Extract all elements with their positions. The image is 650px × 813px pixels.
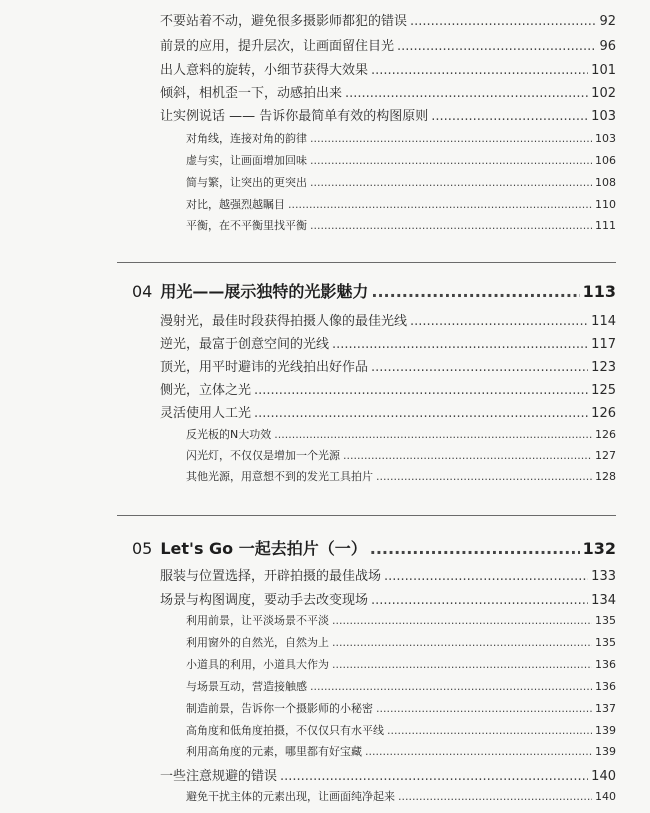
chapter-divider bbox=[117, 262, 616, 263]
toc-entry-page: 103 bbox=[595, 132, 616, 145]
toc-entry-title: 对角线，连接对角的韵律 bbox=[186, 132, 307, 145]
toc-subentry[interactable] bbox=[186, 612, 616, 628]
toc-entry-page: 139 bbox=[595, 745, 616, 758]
toc-entry-title: 虚与实，让画面增加回味 bbox=[186, 154, 307, 167]
toc-entry-page: 103 bbox=[591, 109, 616, 124]
toc-entry[interactable] bbox=[160, 765, 616, 784]
dot-leader bbox=[376, 702, 592, 715]
dot-leader bbox=[310, 219, 592, 232]
toc-entry-page: 126 bbox=[595, 428, 616, 441]
toc-entry-title: 小道具的利用，小道具大作为 bbox=[186, 658, 329, 671]
toc-entry[interactable] bbox=[160, 10, 616, 29]
toc-entry-page: 135 bbox=[595, 614, 616, 627]
chapter-number: 05 bbox=[132, 539, 153, 558]
chapter-title: Let's Go 一起去拍片（一） bbox=[160, 539, 367, 558]
toc-entry-page: 136 bbox=[595, 680, 616, 693]
dot-leader bbox=[384, 569, 588, 584]
toc-subentry[interactable] bbox=[186, 700, 616, 716]
toc-entry-title: 避免干扰主体的元素出现，让画面纯净起来 bbox=[186, 790, 395, 803]
toc-entry-page: 127 bbox=[595, 449, 616, 462]
toc-entry-page: 135 bbox=[595, 636, 616, 649]
chapter-number: 04 bbox=[132, 282, 153, 301]
dot-leader bbox=[410, 314, 588, 329]
toc-subentry[interactable] bbox=[186, 788, 616, 804]
toc-subentry[interactable] bbox=[186, 678, 616, 694]
toc-entry-title: 前景的应用，提升层次，让画面留住目光 bbox=[160, 39, 395, 54]
dot-leader bbox=[254, 406, 588, 421]
toc-entry-title: 利用高角度的元素，哪里都有好宝藏 bbox=[186, 745, 362, 758]
toc-entry[interactable] bbox=[160, 565, 616, 584]
dot-leader bbox=[254, 383, 588, 398]
toc-entry-page: 106 bbox=[595, 154, 616, 167]
toc-entry-page: 128 bbox=[595, 470, 616, 483]
toc-entry-page: 101 bbox=[591, 63, 616, 78]
toc-entry-page: 134 bbox=[591, 593, 616, 608]
dot-leader bbox=[345, 86, 588, 101]
dot-leader bbox=[370, 539, 580, 558]
toc-entry[interactable] bbox=[160, 82, 616, 101]
chapter-heading-05[interactable] bbox=[132, 536, 616, 559]
dot-leader bbox=[387, 724, 592, 737]
toc-entry-title: 逆光，最富于创意空间的光线 bbox=[160, 337, 330, 352]
toc-entry-page: 102 bbox=[591, 86, 616, 101]
toc-subentry[interactable] bbox=[186, 743, 616, 759]
chapter-title: 用光——展示独特的光影魅力 bbox=[160, 282, 369, 301]
dot-leader bbox=[371, 282, 579, 301]
toc-subentry[interactable] bbox=[186, 426, 616, 442]
toc-subentry[interactable] bbox=[186, 217, 616, 233]
toc-entry-title: 其他光源，用意想不到的发光工具拍片 bbox=[186, 470, 373, 483]
chapter-page: 113 bbox=[582, 282, 616, 301]
chapter-divider bbox=[117, 515, 616, 516]
toc-entry[interactable] bbox=[160, 379, 616, 398]
toc-entry[interactable] bbox=[160, 356, 616, 375]
toc-entry[interactable] bbox=[160, 310, 616, 329]
toc-subentry[interactable] bbox=[186, 130, 616, 146]
toc-entry-title: 制造前景，告诉你一个摄影师的小秘密 bbox=[186, 702, 373, 715]
toc-entry-title: 利用前景，让平淡场景不平淡 bbox=[186, 614, 329, 627]
toc-entry-page: 139 bbox=[595, 724, 616, 737]
dot-leader bbox=[371, 63, 588, 78]
toc-entry-title: 简与繁，让突出的更突出 bbox=[186, 176, 307, 189]
toc-entry-page: 140 bbox=[591, 769, 616, 784]
toc-entry[interactable] bbox=[160, 105, 616, 124]
toc-entry-page: 117 bbox=[591, 337, 616, 352]
toc-subentry[interactable] bbox=[186, 722, 616, 738]
toc-entry-page: 123 bbox=[591, 360, 616, 375]
toc-entry-page: 96 bbox=[599, 39, 616, 54]
chapter-heading-04[interactable] bbox=[132, 279, 616, 302]
toc-subentry[interactable] bbox=[186, 447, 616, 463]
dot-leader bbox=[398, 790, 592, 803]
toc-entry-title: 服装与位置选择，开辟拍摄的最佳战场 bbox=[160, 569, 382, 584]
dot-leader bbox=[397, 39, 596, 54]
toc-entry-page: 137 bbox=[595, 702, 616, 715]
toc-subentry[interactable] bbox=[186, 196, 616, 212]
chapter-page: 132 bbox=[582, 539, 616, 558]
toc-entry-title: 反光板的N大功效 bbox=[186, 428, 272, 441]
toc-entry-title: 与场景互动，营造接触感 bbox=[186, 680, 307, 693]
toc-entry-title: 不要站着不动，避免很多摄影师都犯的错误 bbox=[160, 14, 408, 29]
toc-entry-title: 灵活使用人工光 bbox=[160, 406, 252, 421]
dot-leader bbox=[310, 176, 592, 189]
toc-subentry[interactable] bbox=[186, 468, 616, 484]
toc-entry-page: 125 bbox=[591, 383, 616, 398]
dot-leader bbox=[431, 109, 588, 124]
dot-leader bbox=[332, 658, 592, 671]
toc-entry-page: 136 bbox=[595, 658, 616, 671]
toc-entry-title: 闪光灯，不仅仅是增加一个光源 bbox=[186, 449, 340, 462]
dot-leader bbox=[332, 614, 592, 627]
toc-entry-title: 对比，越强烈越瞩目 bbox=[186, 198, 285, 211]
dot-leader bbox=[332, 636, 592, 649]
toc-entry-title: 侧光，立体之光 bbox=[160, 383, 252, 398]
dot-leader bbox=[288, 198, 592, 211]
toc-subentry[interactable] bbox=[186, 152, 616, 168]
toc-entry-page: 111 bbox=[595, 219, 616, 232]
dot-leader bbox=[280, 769, 588, 784]
toc-entry[interactable] bbox=[160, 35, 616, 54]
toc-entry-page: 108 bbox=[595, 176, 616, 189]
toc-entry-page: 140 bbox=[595, 790, 616, 803]
toc-entry-title: 一些注意规避的错误 bbox=[160, 769, 278, 784]
dot-leader bbox=[310, 154, 592, 167]
dot-leader bbox=[371, 360, 588, 375]
dot-leader bbox=[332, 337, 588, 352]
toc-entry-title: 让实例说话 —— 告诉你最简单有效的构图原则 bbox=[160, 109, 429, 124]
dot-leader bbox=[365, 745, 592, 758]
toc-entry-title: 漫射光，最佳时段获得拍摄人像的最佳光线 bbox=[160, 314, 408, 329]
toc-subentry[interactable] bbox=[186, 174, 616, 190]
toc-entry-page: 92 bbox=[599, 14, 616, 29]
toc-entry-title: 倾斜，相机歪一下，动感拍出来 bbox=[160, 86, 343, 101]
dot-leader bbox=[410, 14, 596, 29]
toc-subentry[interactable] bbox=[186, 634, 616, 650]
dot-leader bbox=[310, 132, 592, 145]
toc-entry-title: 平衡，在不平衡里找平衡 bbox=[186, 219, 307, 232]
toc-entry-page: 110 bbox=[595, 198, 616, 211]
toc-entry-title: 出人意料的旋转，小细节获得大效果 bbox=[160, 63, 369, 78]
toc-entry-title: 高角度和低角度拍摄，不仅仅只有水平线 bbox=[186, 724, 384, 737]
toc-entry-title: 场景与构图调度，要动手去改变现场 bbox=[160, 593, 369, 608]
toc-entry-page: 133 bbox=[591, 569, 616, 584]
toc-subentry[interactable] bbox=[186, 656, 616, 672]
toc-entry-title: 利用窗外的自然光，自然为上 bbox=[186, 636, 329, 649]
toc-entry[interactable] bbox=[160, 333, 616, 352]
toc-entry[interactable] bbox=[160, 59, 616, 78]
dot-leader bbox=[310, 680, 592, 693]
dot-leader bbox=[343, 449, 592, 462]
toc-entry[interactable] bbox=[160, 589, 616, 608]
toc-entry-page: 126 bbox=[591, 406, 616, 421]
dot-leader bbox=[371, 593, 588, 608]
dot-leader bbox=[274, 428, 592, 441]
dot-leader bbox=[376, 470, 592, 483]
toc-entry-page: 114 bbox=[591, 314, 616, 329]
toc-entry-title: 顶光，用平时避讳的光线拍出好作品 bbox=[160, 360, 369, 375]
toc-entry[interactable] bbox=[160, 402, 616, 421]
